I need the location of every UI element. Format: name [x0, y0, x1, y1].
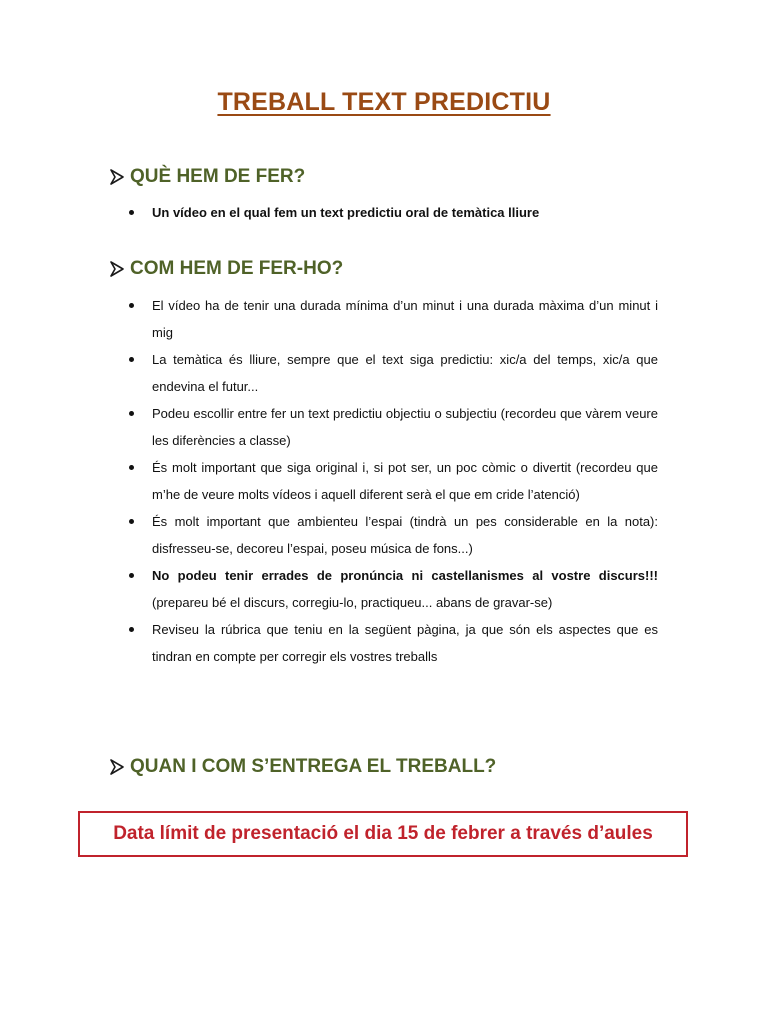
page-title-text: TREBALL TEXT PREDICTIU [217, 88, 551, 116]
section-heading-what [110, 166, 305, 188]
list-how [122, 292, 658, 670]
section-heading-when [110, 756, 496, 778]
bullet-dot-icon [129, 357, 134, 362]
list-what [122, 199, 658, 226]
bullet-dot-icon [129, 519, 134, 524]
section-heading-text: QUÈ HEM DE FER? [130, 166, 306, 187]
list-item: Reviseu la rúbrica que teniu en la següent pàgina, ja que són els aspectes que es tindran en compte per corregir els vostres treballs [122, 616, 658, 670]
section-heading-text: QUAN I COM S’ENTREGA EL TREBALL? [130, 756, 497, 777]
list-item: És molt important que siga original i, si pot ser, un poc còmic o divertit (recordeu que m’he de veure molts vídeos i aquell diferent serà el que em cride l’atenció) [122, 454, 658, 508]
arrowhead-bullet-icon [110, 261, 124, 277]
bullet-dot-icon [129, 465, 134, 470]
list-item: Un vídeo en el qual fem un text predictiu oral de temàtica lliure [122, 199, 658, 226]
arrowhead-bullet-icon [110, 759, 124, 775]
section-heading-text: COM HEM DE FER-HO? [130, 258, 344, 279]
deadline-box [78, 811, 688, 857]
deadline-text: Data límit de presentació el dia 15 de febrer a través d’aules [113, 823, 653, 844]
bullet-dot-icon [129, 573, 134, 578]
list-item: La temàtica és lliure, sempre que el text siga predictiu: xic/a del temps, xic/a que endevina el futur... [122, 346, 658, 400]
bullet-dot-icon [129, 627, 134, 632]
bullet-dot-icon [129, 303, 134, 308]
arrowhead-bullet-icon [110, 169, 124, 185]
list-item: És molt important que ambienteu l’espai (tindrà un pes considerable en la nota): disfresseu-se, decoreu l’espai, poseu música de fons...) [122, 508, 658, 562]
list-item: No podeu tenir errades de pronúncia ni castellanismes al vostre discurs!!! (prepareu bé el discurs, corregiu-lo, practiqueu... abans de gravar-se) [122, 562, 658, 616]
page-title [0, 88, 768, 117]
list-item: Podeu escollir entre fer un text predictiu objectiu o subjectiu (recordeu que vàrem veure les diferències a classe) [122, 400, 658, 454]
bullet-dot-icon [129, 411, 134, 416]
list-item: El vídeo ha de tenir una durada mínima d’un minut i una durada màxima d’un minut i mig [122, 292, 658, 346]
bullet-dot-icon [129, 210, 134, 215]
section-heading-how [110, 258, 343, 280]
